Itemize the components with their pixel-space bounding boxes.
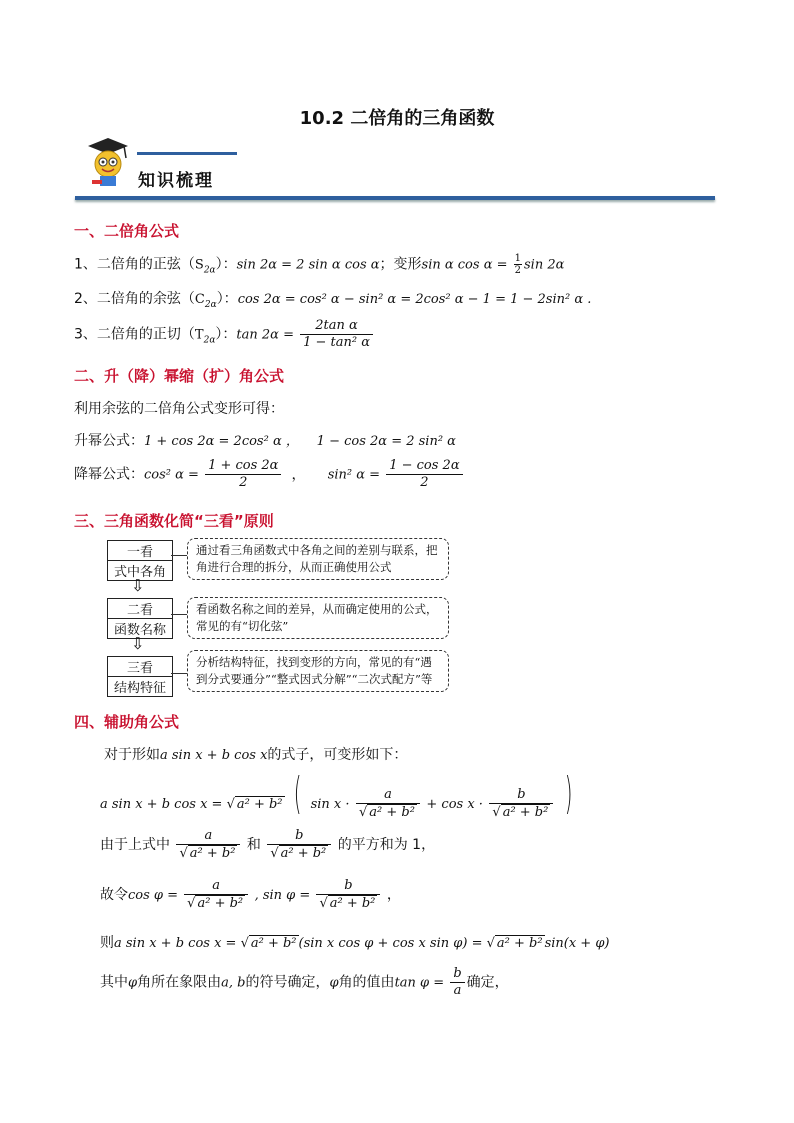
step-1-description: 通过看三角函数式中各角之间的差别与联系，把角进行合理的拆分，从而正确使用公式 xyxy=(187,538,449,580)
step-3-box: 三看 结构特征 xyxy=(107,656,173,697)
power-raise-line: 升幂公式：1 + cos 2α = 2cos² α ， 1 − cos 2α = 2 sin² α xyxy=(74,433,456,449)
aux-transform-equation: a sin x + b cos x = √ a² + b² ( sin x · $\frac{a}{\text{√ a² + b²}}$ + cos x · $\frac{b}{\text{√ a² + b²}}$ ) xyxy=(100,768,573,820)
double-angle-sine-line: 1、二倍角的正弦$(S_{2\alpha})$：sin 2α = 2 sin α cos α；变形sin α cos α = $\frac{1}{2}$ sin 2α xyxy=(74,253,565,276)
section-4-heading: 四、辅助角公式 xyxy=(74,713,180,731)
connector-line xyxy=(171,555,187,556)
banner-label: 知识梳理 xyxy=(138,171,214,191)
section-3-heading: 三、三角函数化简“三看”原则 xyxy=(74,512,274,530)
step-2-box: 二看 函数名称 xyxy=(107,598,173,639)
mascot-icon xyxy=(84,136,132,190)
banner-line-top xyxy=(137,152,237,155)
phi-definition-line: 故令cos φ = $\frac{a}{\text{√ a² + b²}}$ , sin φ = $\frac{b}{\text{√ a² + b²}}$ ， xyxy=(100,878,401,911)
aux-result-line: 则a sin x + b cos x = √ a² + b² (sin x cos φ + cos x sin φ) = √ a² + b² sin(x + φ) xyxy=(100,935,610,951)
phi-quadrant-line: 其中φ角所在象限由a, b的符号确定，φ角的值由tan φ = $\frac{b}{a}$ 确定， xyxy=(100,966,509,998)
aux-intro-line: 对于形如a sin x + b cos x的式子，可变形如下： xyxy=(104,747,408,763)
section-1-heading: 一、二倍角公式 xyxy=(74,222,180,240)
connector-line xyxy=(171,673,187,674)
step-1-box: 一看 式中各角 xyxy=(107,540,173,581)
connector-line xyxy=(171,614,187,615)
double-angle-tangent-line: 3、二倍角的正切$(T_{2\alpha})$：tan 2α = $\frac{\text{2tan α}}{\text{1 − tan² α}}$ xyxy=(74,318,375,351)
page-title: 10.2 二倍角的三角函数 xyxy=(299,108,495,129)
section-2-heading: 二、升（降）幂缩（扩）角公式 xyxy=(74,367,285,385)
down-arrow-icon: ⇩ xyxy=(131,634,145,653)
banner-line-bottom xyxy=(75,196,715,200)
down-arrow-icon: ⇩ xyxy=(131,576,145,595)
section-2-intro: 利用余弦的二倍角公式变形可得： xyxy=(74,401,284,417)
double-angle-cosine-line: 2、二倍角的余弦$(C_{2\alpha})$：cos 2α = cos² α − sin² α = 2cos² α − 1 = 1 − 2sin² α . xyxy=(74,291,592,310)
power-reduce-line: 降幂公式：cos² α = $\frac{1 + \cos 2\alpha}{2}$ ， sin² α = $\frac{1 - \cos 2\alpha}{2}$ xyxy=(74,458,465,491)
square-sum-line: 由于上式中 $\frac{a}{\text{√ a² + b²}}$ 和 $\frac{b}{\text{√ a² + b²}}$ 的平方和为 1， xyxy=(100,828,436,861)
step-3-description: 分析结构特征，找到变形的方向，常见的有“遇到分式要通分”“整式因式分解”“二次式配方”等 xyxy=(187,650,449,692)
step-2-description: 看函数名称之间的差异，从而确定使用的公式，常见的有“切化弦” xyxy=(187,597,449,639)
